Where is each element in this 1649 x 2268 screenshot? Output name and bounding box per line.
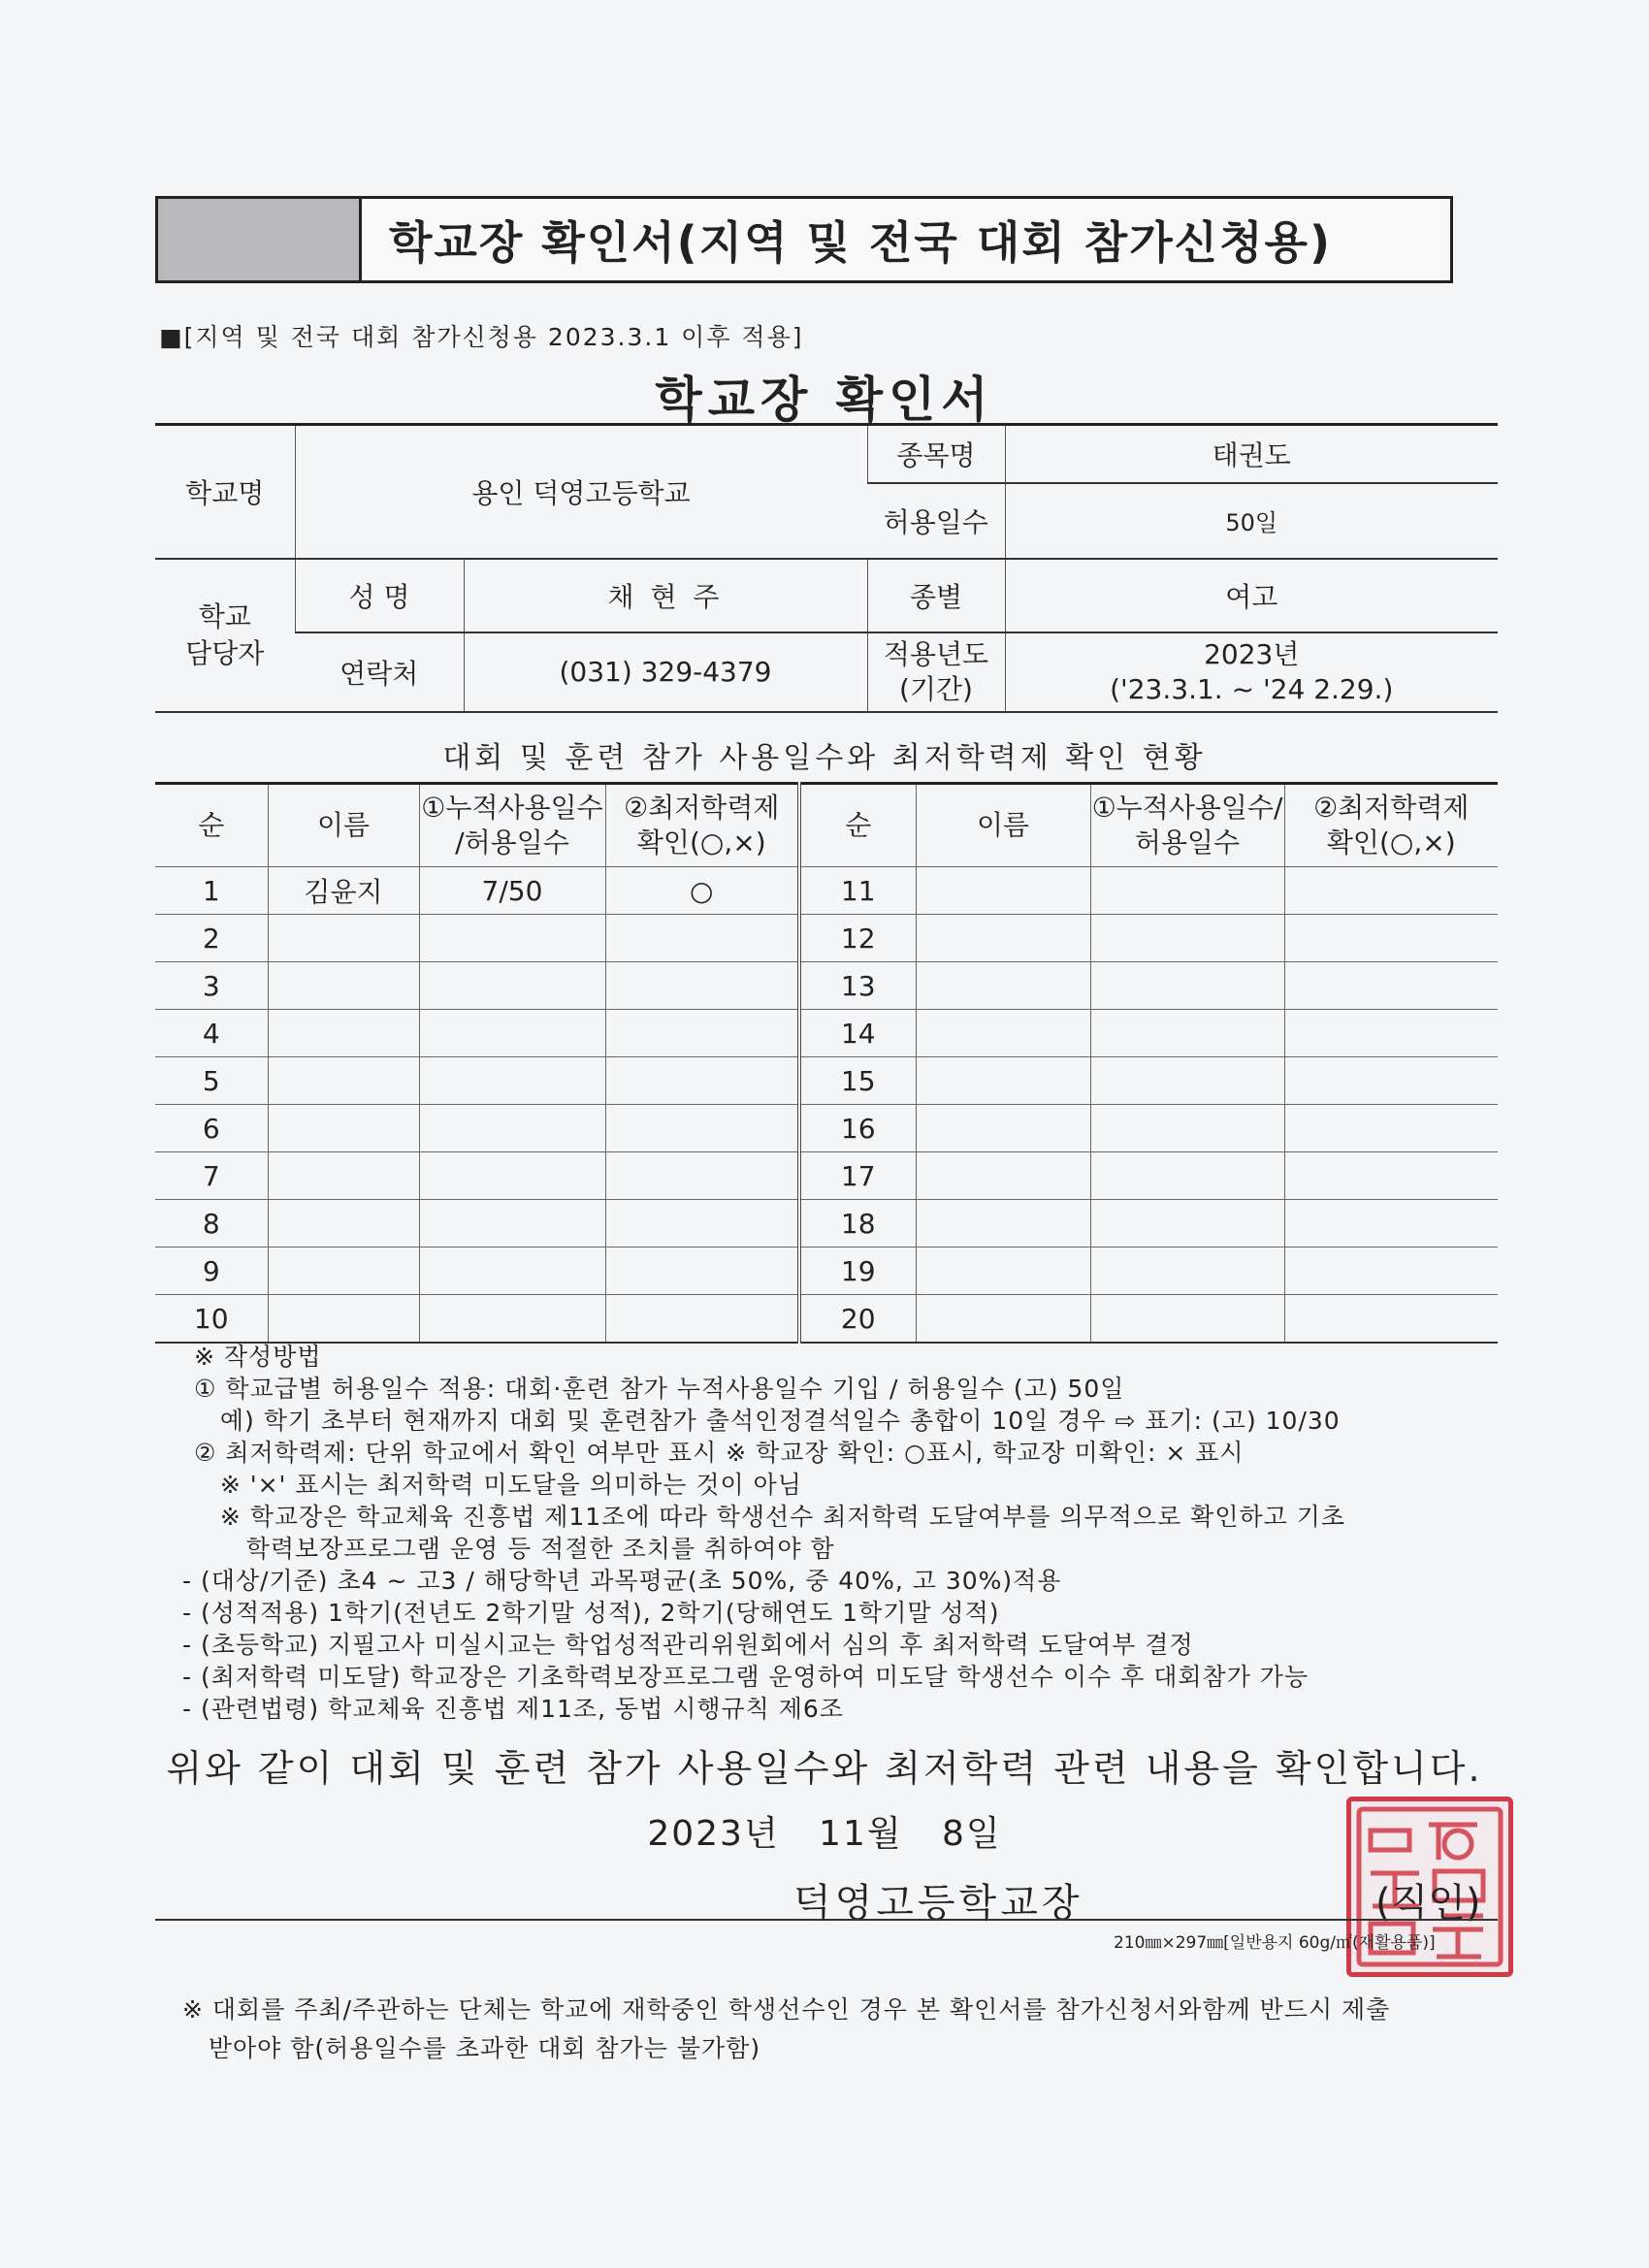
- contact-value: (031) 329-4379: [464, 632, 867, 712]
- paper-spec: 210㎜×297㎜[일반용지 60g/㎡(재활용품)]: [1114, 1933, 1436, 1953]
- student-name: [268, 1295, 419, 1344]
- section-title: 대회 및 훈련 참가 사용일수와 최저학력제 확인 현황: [442, 741, 1207, 775]
- column-header: ①누적사용일수/ 허용일수: [1090, 784, 1284, 867]
- used-days: [1090, 1010, 1284, 1057]
- instruction-line: ※ '×' 표시는 최저학력 미도달을 의미하는 것이 아님: [194, 1471, 802, 1499]
- table-row: [155, 1295, 1498, 1344]
- min-academic-check: [1284, 1105, 1498, 1152]
- row-number: 5: [155, 1057, 268, 1105]
- participation-table: [155, 782, 1498, 1344]
- table-header-row: [155, 784, 1498, 867]
- used-days: 7/50: [419, 867, 605, 915]
- row-number: 12: [799, 915, 916, 962]
- category-label: 종별: [867, 559, 1005, 632]
- min-academic-check: [605, 915, 799, 962]
- school-name-label: 학교명: [155, 425, 295, 559]
- applicability-note: ■[지역 및 전국 대회 참가신청용 2023.3.1 이후 적용]: [159, 323, 804, 351]
- instruction-line: - (대상/기준) 초4 ~ 고3 / 해당학년 과목평균(초 50%, 중 40%, 고 30%)적용: [182, 1567, 1062, 1595]
- used-days: [419, 1010, 605, 1057]
- sport-value: 태권도: [1005, 425, 1498, 483]
- table-row: [155, 1247, 1498, 1295]
- row-number: 20: [799, 1295, 916, 1344]
- school-name-value: 용인 덕영고등학교: [295, 425, 867, 559]
- manager-label: 학교 담당자: [155, 559, 295, 712]
- column-header: 순: [799, 784, 916, 867]
- min-academic-check: [605, 1200, 799, 1247]
- used-days: [419, 1152, 605, 1200]
- min-academic-check: [605, 1295, 799, 1344]
- instruction-line: - (초등학교) 지필고사 미실시교는 학업성적관리위원회에서 심의 후 최저학력 도달여부 결정: [182, 1631, 1194, 1659]
- year-label: 적용년도 (기간): [867, 632, 1005, 712]
- student-name: [916, 962, 1090, 1010]
- year-cell: [1005, 632, 1498, 712]
- row-number: 2: [155, 915, 268, 962]
- row-number: 1: [155, 867, 268, 915]
- used-days: [1090, 1152, 1284, 1200]
- instruction-line: - (최저학력 미도달) 학교장은 기초학력보장프로그램 운영하여 미도달 학생선수 이수 후 대회참가 가능: [182, 1663, 1310, 1691]
- row-number: 4: [155, 1010, 268, 1057]
- instructions: [182, 1341, 1346, 1725]
- student-name: [268, 915, 419, 962]
- manager-name-value: 채 현 주: [464, 559, 867, 632]
- used-days: [1090, 1105, 1284, 1152]
- used-days: [1090, 1247, 1284, 1295]
- min-academic-check: [1284, 1247, 1498, 1295]
- used-days: [1090, 1057, 1284, 1105]
- used-days: [1090, 1295, 1284, 1344]
- min-academic-check: [1284, 915, 1498, 962]
- table-row: [155, 1057, 1498, 1105]
- min-academic-check: [1284, 1295, 1498, 1344]
- student-name: [268, 962, 419, 1010]
- footnote-line: ※ 대회를 주최/주관하는 단체는 학교에 재학중인 학생선수인 경우 본 확인서를 참가신청서와함께 반드시 제출: [182, 1995, 1391, 2024]
- row-number: 13: [799, 962, 916, 1010]
- header-gray-box: [155, 196, 365, 283]
- min-academic-check: [605, 1247, 799, 1295]
- student-name: [916, 867, 1090, 915]
- instruction-line: 학력보장프로그램 운영 등 적절한 조치를 취하여야 함: [194, 1535, 835, 1563]
- row-number: 16: [799, 1105, 916, 1152]
- column-header: ②최저학력제 확인(○,×): [605, 784, 799, 867]
- min-academic-check: [1284, 962, 1498, 1010]
- category-value: 여고: [1005, 559, 1498, 632]
- instruction-line: ① 학교급별 허용일수 적용: 대회·훈련 참가 누적사용일수 기입 / 허용일수 (고) 50일: [194, 1375, 1125, 1403]
- used-days: [1090, 962, 1284, 1010]
- min-academic-check: [1284, 1057, 1498, 1105]
- student-name: [916, 915, 1090, 962]
- column-header: 순: [155, 784, 268, 867]
- allowed-days-label: 허용일수: [867, 483, 1005, 559]
- student-name: 김윤지: [268, 867, 419, 915]
- confirmation-statement: 위와 같이 대회 및 훈련 참가 사용일수와 최저학력 관련 내용을 확인합니다.: [166, 1747, 1483, 1790]
- student-name: [916, 1247, 1090, 1295]
- used-days: [419, 1247, 605, 1295]
- instruction-line: - (관련법령) 학교체육 진흥법 제11조, 동법 시행규칙 제6조: [182, 1695, 844, 1723]
- student-name: [268, 1010, 419, 1057]
- seal-label: (직인): [1375, 1881, 1481, 1926]
- instruction-line: 예) 학기 초부터 현재까지 대회 및 훈련참가 출석인정결석일수 총합이 10일 경우 ⇨ 표기: (고) 10/30: [194, 1407, 1341, 1435]
- student-name: [916, 1152, 1090, 1200]
- student-name: [268, 1247, 419, 1295]
- table-row: [155, 867, 1498, 915]
- column-header: ①누적사용일수 /허용일수: [419, 784, 605, 867]
- row-number: 7: [155, 1152, 268, 1200]
- footnote: [182, 1991, 1390, 2068]
- student-name: [916, 1057, 1090, 1105]
- used-days: [1090, 1200, 1284, 1247]
- row-number: 11: [799, 867, 916, 915]
- period-value: ('23.3.1. ~ '24 2.29.): [1110, 672, 1394, 705]
- student-name: [916, 1295, 1090, 1344]
- min-academic-check: [1284, 1200, 1498, 1247]
- row-number: 14: [799, 1010, 916, 1057]
- instruction-line: - (성적적용) 1학기(전년도 2학기말 성적), 2학기(당해연도 1학기말 성적): [182, 1599, 1000, 1627]
- principal-title: 덕영고등학교장: [793, 1881, 1083, 1926]
- student-name: [916, 1010, 1090, 1057]
- min-academic-check: [1284, 1010, 1498, 1057]
- min-academic-check: ○: [605, 867, 799, 915]
- used-days: [419, 915, 605, 962]
- student-name: [268, 1057, 419, 1105]
- school-info-table: [155, 423, 1498, 713]
- allowed-days-value: 50일: [1005, 483, 1498, 559]
- min-academic-check: [605, 1105, 799, 1152]
- min-academic-check: [605, 1152, 799, 1200]
- row-number: 10: [155, 1295, 268, 1344]
- column-header: ②최저학력제 확인(○,×): [1284, 784, 1498, 867]
- row-number: 19: [799, 1247, 916, 1295]
- row-number: 17: [799, 1152, 916, 1200]
- manager-name-label: 성 명: [295, 559, 464, 632]
- sport-label: 종목명: [867, 425, 1005, 483]
- student-name: [916, 1200, 1090, 1247]
- table-row: [155, 1105, 1498, 1152]
- used-days: [419, 1105, 605, 1152]
- row-number: 8: [155, 1200, 268, 1247]
- instruction-line: ※ 학교장은 학교체육 진흥법 제11조에 따라 학생선수 최저학력 도달여부를 의무적으로 확인하고 기초: [194, 1503, 1346, 1531]
- used-days: [419, 1057, 605, 1105]
- min-academic-check: [605, 1010, 799, 1057]
- student-name: [268, 1105, 419, 1152]
- used-days: [419, 962, 605, 1010]
- column-header: 이름: [268, 784, 419, 867]
- table-row: [155, 915, 1498, 962]
- student-name: [916, 1105, 1090, 1152]
- min-academic-check: [1284, 1152, 1498, 1200]
- used-days: [419, 1200, 605, 1247]
- divider-line: [155, 1919, 1498, 1921]
- year-value: 2023년: [1204, 637, 1300, 670]
- table-row: [155, 1152, 1498, 1200]
- row-number: 9: [155, 1247, 268, 1295]
- issue-date: 2023년 11월 8일: [647, 1814, 1002, 1854]
- min-academic-check: [1284, 867, 1498, 915]
- table-row: [155, 1200, 1498, 1247]
- document-title: 학교장 확인서: [655, 372, 994, 428]
- row-number: 15: [799, 1057, 916, 1105]
- row-number: 6: [155, 1105, 268, 1152]
- instruction-line: ※ 작성방법: [194, 1343, 322, 1371]
- contact-label: 연락처: [295, 632, 464, 712]
- form-header-title: 학교장 확인서(지역 및 전국 대회 참가신청용): [359, 196, 1453, 283]
- student-name: [268, 1200, 419, 1247]
- row-number: 3: [155, 962, 268, 1010]
- used-days: [1090, 915, 1284, 962]
- footnote-line: 받아야 함(허용일수를 초과한 대회 참가는 불가함): [182, 2034, 761, 2062]
- min-academic-check: [605, 962, 799, 1010]
- min-academic-check: [605, 1057, 799, 1105]
- row-number: 18: [799, 1200, 916, 1247]
- student-name: [268, 1152, 419, 1200]
- instruction-line: ② 최저학력제: 단위 학교에서 확인 여부만 표시 ※ 학교장 확인: ○표시, 학교장 미확인: × 표시: [194, 1439, 1245, 1467]
- column-header: 이름: [916, 784, 1090, 867]
- used-days: [419, 1295, 605, 1344]
- table-row: [155, 962, 1498, 1010]
- table-row: [155, 1010, 1498, 1057]
- used-days: [1090, 867, 1284, 915]
